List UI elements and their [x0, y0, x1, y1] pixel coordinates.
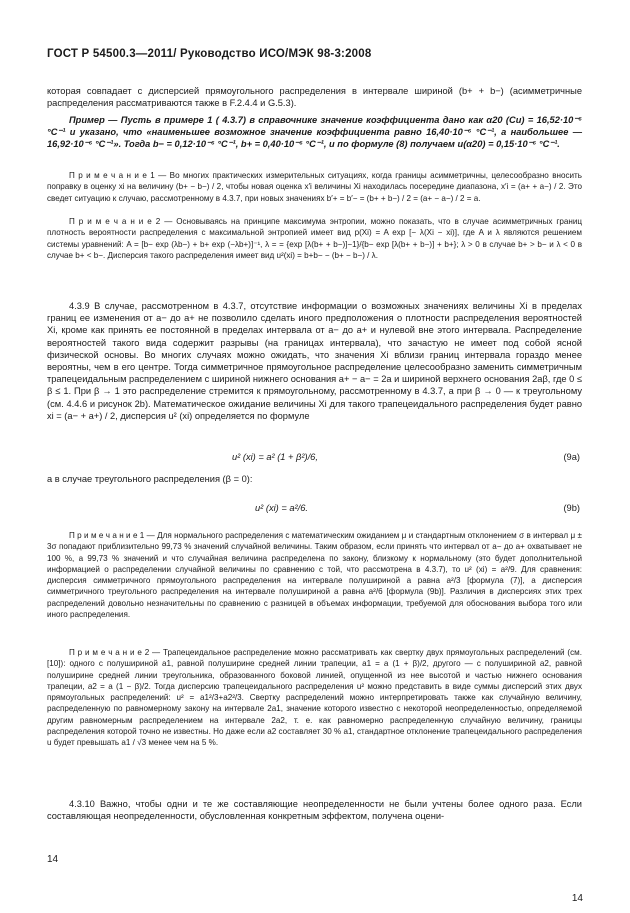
- triangular-lead-text: а в случае треугольного распределения (β = 0):: [47, 474, 253, 484]
- formula-9b-expression: u² (xi) = a²/6.: [255, 503, 308, 513]
- note-1-text: П р и м е ч а н и е 1 — Во многих практических измерительных ситуациях, когда границы асимметричны, целесообразно вносить поправку в оценку xi на величину (b+ − b−) / 2, чтобы новая оценка x′i величины Xi находилась посередине диапазона, x′i = (a+ + a−) / 2. Это сведет ситуацию к случаю, рассмотренному в 4.3.7, при новых значениях b′+ = b′− = (b+ + b−) / 2 = (a+ − a−) / 2 = a.: [47, 171, 582, 203]
- formula-9a: [47, 452, 582, 466]
- note-2-block: [47, 216, 582, 261]
- section-4-3-9: [47, 300, 582, 422]
- formula-9a-number: (9a): [563, 452, 580, 462]
- section-4-3-10-text: 4.3.10 Важно, чтобы одни и те же составляющие неопределенности не были учтены более одного раза. Если составляющая неопределенности, обусловленная конкретным эффектом, получена оцени-: [47, 799, 582, 822]
- note-3-block: [47, 530, 582, 620]
- document-header: ГОСТ Р 54500.3—2011/ Руководство ИСО/МЭК 98-3:2008: [47, 48, 372, 60]
- intro-text: которая совпадает с дисперсией прямоугольного распределения в интервале шириной (b+ + b−) (асимметричные распределения рассматриваются также в F.2.4.4 и G.5.3).: [47, 86, 582, 109]
- example-text: Пример — Пусть в примере 1 ( 4.3.7) в справочнике значение коэффициента дано как α20 (Cu) = 16,52·10⁻⁶ °C⁻¹ и указано, что «наименьшее возможное значение коэффициента равно 16,40·10⁻⁶ °C⁻¹, а наибольшее — 16,92·10⁻⁶ °C⁻¹». Тогда b− = 0,12·10⁻⁶ °C⁻¹, b+ = 0,40·10⁻⁶ °C⁻¹, и по формуле (8) получаем u(α20) = 0,15·10⁻⁶ °C⁻¹.: [47, 115, 582, 150]
- note-4-text: П р и м е ч а н и е 2 — Трапецеидальное распределение можно рассматривать как свертку двух прямоугольных распределений (см. [10]): одного с полушириной a1, равной полуширине средней линии трапеции, a1 = a (1 + β)/2, другого — с полушириной a2, равной полуширине средней линии треугольника, образованного боковой линией, опущенной из нее высотой и частью нижнего основания трапеции, a2 = a (1 − β)/2. Тогда дисперсию трапецеидального распределения u² можно представить в виде суммы дисперсий этих двух прямоугольных распределений: u² = a1²/3+a2²/3. Свертку распределений можно интерпретировать также как случайную величину, распределенную по равномерному закону на интервале 2a1, значение которого известно с некоторой неопределенностью, определяемой другим равномерным распределением на интервале 2a2, т. е. как равномерно распределенную случайную величину, границы распределения которой точно не известны. Но даже если a2 составляет 30 % a1, стандартное отклонение трапецеидального распределения u будет превышать a1 / √3 менее чем на 5 %.: [47, 648, 582, 748]
- note-1-block: [47, 170, 582, 204]
- example-block: [47, 114, 582, 151]
- section-4-3-10: [47, 798, 582, 822]
- formula-9a-expression: u² (xi) = a² (1 + β²)/6,: [232, 452, 318, 462]
- footer-page-number: 14: [571, 893, 583, 904]
- section-4-3-9-text: 4.3.9 В случае, рассмотренном в 4.3.7, отсутствие информации о возможных значениях величины Xi в пределах границ ее изменения от a− до a+ не позволило сделать иного предположения о плотности распределения вероятностей Xi, кроме как принять ее постоянной в пределах интервала от a− до a+ и нулевой вне этого интервала. Распределение вероятностей такого вида содержит разрывы (на границах интервала), что зачастую не имеет под собой ясной физической основы. Во многих случаях можно ожидать, что значения Xi вблизи границ интервала гораздо менее вероятны, чем в его центре. Тогда симметричное прямоугольное распределение целесообразно заменить симметричным трапецеидальным распределением с шириной нижнего основания a+ − a− = 2a и шириной верхнего основания 2aβ, где 0 ≤ β ≤ 1. При β → 1 это распределение стремится к прямоугольному, рассмотренному в 4.3.7, а при β → 0 — к треугольному (см. 4.4.6 и рисунок 2b). Математическое ожидание величины Xi для такого трапецеидального распределения будет равно xi = (a− + a+) / 2, дисперсия u² (xi) определяется по формуле: [47, 301, 582, 421]
- intro-paragraph: [47, 85, 582, 109]
- page-number: 14: [47, 854, 59, 865]
- note-2-text: П р и м е ч а н и е 2 — Основываясь на принципе максимума энтропии, можно показать, что в случае асимметричных границ плотность вероятности распределения с максимальной энтропией имеет вид p(Xi) = A exp [− λ(Xi − xi)], где A и λ являются решением системы уравнений: A = [b− exp (λb−) + b+ exp (−λb+)]⁻¹, λ = = {exp [λ(b+ + b−)]−1}/{b− exp [λ(b+ + b−)] + b+}; λ > 0 в случае b+ > b− и λ < 0 в случае b+ < b−. Дисперсия такого распределения имеет вид u²(xi) = b+b− − (b+ − b−) / λ.: [47, 217, 582, 260]
- formula-9b: [47, 503, 582, 517]
- formula-9b-number: (9b): [563, 503, 580, 513]
- note-4-block: [47, 647, 582, 749]
- note-3-text: П р и м е ч а н и е 1 — Для нормального распределения с математическим ожиданием μ и стандартным отклонением σ в интервал μ ± 3σ попадают приблизительно 99,73 % значений случайной величины. Таким образом, если принять что интервал от a− до a+ охватывает не 100 %, а 99,73 % значений и что случайная величина распределена по закону, близкому к нормальному (это будет дополнительной информацией о распределении случайной величины по сравнению с той, что рассмотрена в 4.3.7), то u² (xi) = a²/9. Для сравнения: дисперсия симметричного прямоугольного распределения на интервале полушириной a равна a²/3 [формула (7)], а дисперсия симметричного треугольного распределения на интервале полушириной a равна a²/6 [формула (9b)]. Различия в дисперсиях этих трех распределений довольно незначительны по сравнению с разницей в объемах информации, требуемой для обоснования выбора того или иного распределения.: [47, 531, 582, 620]
